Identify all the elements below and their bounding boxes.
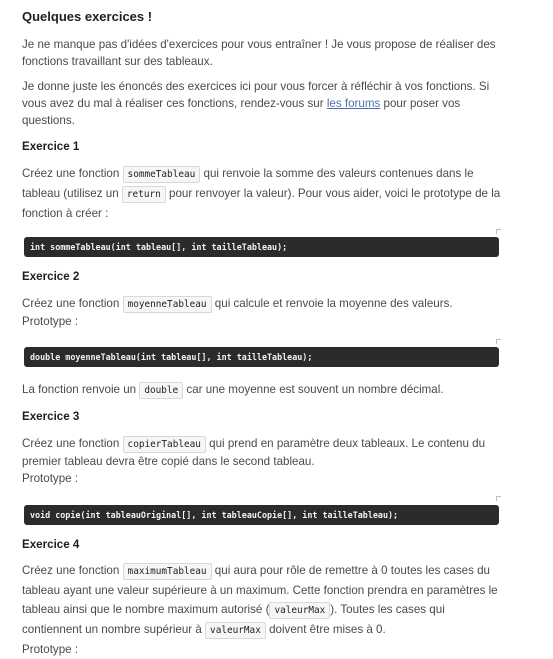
intro-text-before: Je donne juste les énoncés des exercices ici pour vous forcer à réfléchir à vos fonctions. Si vous avez du mal à réaliser ces fonctions, rendez-vous sur — [22, 80, 490, 110]
ex3-prototype-label: Prototype : — [22, 472, 79, 485]
forums-link[interactable]: les forums — [326, 97, 381, 110]
copy-code-icon[interactable] — [496, 229, 501, 234]
section-title: Quelques exercices ! — [22, 9, 153, 24]
ex2-note-text-2: car une moyenne est souvent un nombre décimal. — [183, 383, 444, 396]
exercise-1-heading: Exercice 1 — [22, 140, 80, 153]
ex2-text-2: qui calcule et renvoie la moyenne des valeurs. — [211, 297, 453, 310]
ex4-text-2: qui aura pour rôle de remettre à 0 toutes les cases du tableau ayant une valeur supérieure à un maximum. Cette fonction prendra en paramètres le tableau ainsi que le nombre maximum autorisé ( — [22, 564, 498, 616]
ex4-text-3: ). Toutes les cases qui contiennent un nombre supérieur à — [22, 603, 445, 636]
ex1-text-2: qui renvoie la somme des valeurs contenues dans le tableau (utilisez un — [22, 167, 474, 200]
ex2-code-double: double — [139, 382, 183, 399]
ex2-text-1: Créez une fonction — [22, 297, 123, 310]
exercise-2-text — [22, 295, 502, 330]
ex4-code-valeurMax: valeurMax — [269, 602, 330, 619]
ex4-code-maximumTableau: maximumTableau — [123, 563, 212, 580]
ex1-text-3: pour renvoyer la valeur). Pour vous aider, voici le prototype de la fonction à créer : — [22, 187, 501, 220]
exercise-3-text — [22, 435, 502, 487]
exercise-1-text — [22, 164, 502, 223]
ex4-text-1: Créez une fonction — [22, 564, 123, 577]
copy-code-icon[interactable] — [496, 496, 501, 501]
exercise-1-code-block: int sommeTableau(int tableau[], int tailleTableau); — [24, 237, 499, 257]
ex2-code-moyenneTableau: moyenneTableau — [123, 296, 212, 313]
exercise-4-heading: Exercice 4 — [22, 538, 80, 551]
ex4-text-4: doivent être mises à 0. — [265, 623, 386, 636]
ex1-code-sommeTableau: sommeTableau — [123, 166, 201, 183]
ex1-code-return: return — [122, 186, 166, 203]
exercise-2-code-block: double moyenneTableau(int tableau[], int tailleTableau); — [24, 347, 499, 367]
ex3-code-copierTableau: copierTableau — [123, 436, 206, 453]
intro-text-after: pour poser vos questions. — [22, 97, 461, 127]
ex3-text-1: Créez une fonction — [22, 437, 123, 450]
ex4-code-valeurMax-2: valeurMax — [205, 622, 266, 639]
exercise-4-text — [22, 561, 502, 659]
ex2-note-text-1: La fonction renvoie un — [22, 383, 140, 396]
intro-paragraph-1: Je ne manque pas d'idées d'exercices pour vous entraîner ! Je vous propose de réaliser des fonctions travaillant sur des tableaux. — [22, 38, 496, 68]
intro-paragraph-2 — [22, 78, 502, 129]
ex1-text-1: Créez une fonction — [22, 167, 123, 180]
exercise-3-code-block: void copie(int tableauOriginal[], int tableauCopie[], int tailleTableau); — [24, 505, 499, 525]
exercise-2-note — [22, 381, 502, 399]
ex3-text-2: qui prend en paramètre deux tableaux. Le contenu du premier tableau devra être copié dans le second tableau. — [22, 437, 486, 468]
exercise-2-heading: Exercice 2 — [22, 270, 80, 283]
exercise-3-heading: Exercice 3 — [22, 410, 80, 423]
ex2-prototype-label: Prototype : — [22, 315, 79, 328]
ex4-prototype-label: Prototype : — [22, 643, 79, 656]
copy-code-icon[interactable] — [496, 339, 501, 344]
